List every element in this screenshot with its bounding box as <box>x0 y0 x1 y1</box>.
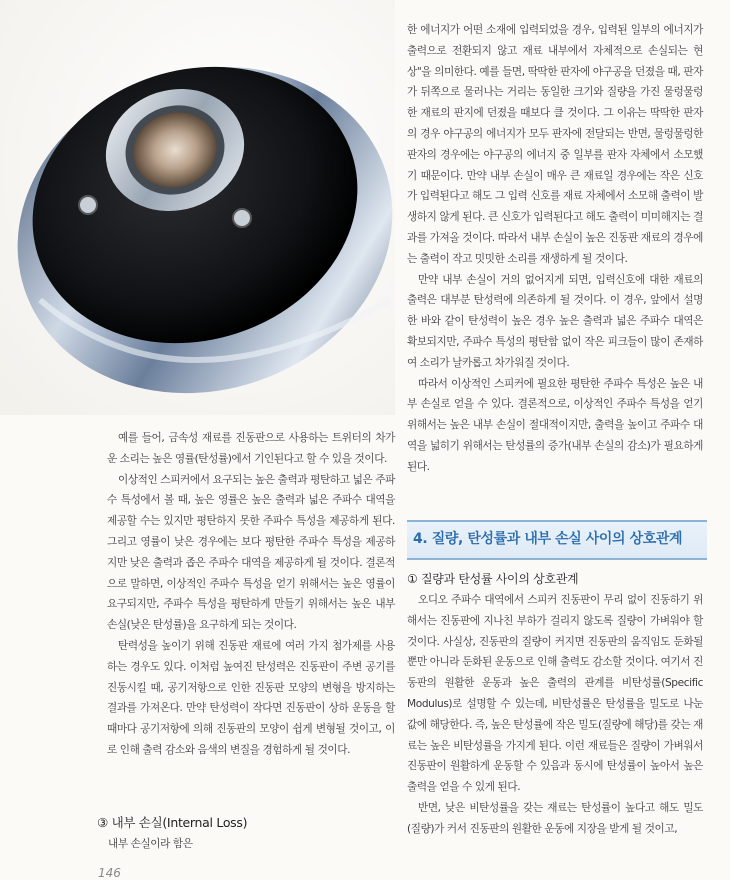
right-paragraph-1: 한 에너지가 어떤 소재에 입력되었을 경우, 입력된 일부의 에너지가 출력으로 전환되지 않고 재료 내부에서 자체적으로 손실되는 현상"을 의미한다. 예를 들면, 딱딱한 판자에 야구공을 던졌을 때, 판자가 뒤쪽으로 물러나는 거리는 동일한 크기와 질량을 가진 물렁물렁한 재료의 판지에 던졌을 때보다 클 것이다. 그 이유는 딱딱한 판자의 경우 야구공의 에너지가 모두 판자에 전달되는 반면, 물렁물렁한 판자의 경우에는 야구공의 에너지 중 일부를 판자 자체에서 소모했기 때문이다. 만약 내부 손실이 매우 큰 재료일 경우에는 작은 신호가 입력된다고 해도 그 입력 신호를 재료 자체에서 소모해 출력이 발생하지 않게 된다. 큰 신호가 입력된다고 해도 출력이 미미해지는 결과를 가져올 것이다. 따라서 내부 손실이 높은 진동판 재료의 경우에는 출력이 작고 밋밋한 소리를 재생하게 될 것이다. <box>407 24 703 265</box>
internal-loss-text: 내부 손실이라 함은 <box>108 838 193 850</box>
right-column-top <box>407 20 703 478</box>
section-heading-box <box>407 520 707 560</box>
section-heading: 4. 질량, 탄성률과 내부 손실 사이의 상호관계 <box>413 531 683 547</box>
internal-loss-section <box>97 812 395 855</box>
internal-loss-heading: ③ 내부 손실(Internal Loss) <box>97 815 248 830</box>
right-bottom-paragraph-2: 반면, 낮은 비탄성률을 갖는 재료는 탄성률이 높다고 해도 밀도(질량)가 커서 진동판의 원활한 운동에 지장을 받게 될 것이고, <box>407 801 703 835</box>
right-paragraph-3: 따라서 이상적인 스피커에 필요한 평탄한 주파수 특성은 높은 내부 손실로 얻을 수 있다. 결론적으로, 이상적인 주파수 특성을 얻기 위해서는 높은 내부 손실이 절대적이지만, 출력을 높이고 주파수 대역을 넓히기 위해서는 탄성률의 증가(내부 손실의 감소)가 필요하게 된다. <box>407 377 703 473</box>
left-column <box>107 428 395 761</box>
left-paragraph-3: 탄력성을 높이기 위해 진동판 재료에 여러 가지 첨가제를 사용하는 경우도 있다. 이처럼 높여진 탄성력은 진동판이 주변 공기를 진동시킬 때, 공기저항으로 인한 진동판 모양의 변형을 방지하는 결과를 가져온다. 만약 탄성력이 작다면 진동판이 상하 운동을 할 때마다 공기저항에 의해 진동판의 모양이 쉽게 변형될 것이고, 이로 인해 출력 감소와 음색의 변질을 경험하게 될 것이다. <box>107 639 395 756</box>
page-number: 146 <box>98 866 121 880</box>
right-column-bottom <box>407 568 703 840</box>
right-bottom-paragraph-1: 오디오 주파수 대역에서 스피커 진동판이 무리 없이 진동하기 위해서는 진동판에 지나친 부하가 걸리지 않도록 질량이 가벼워야 할 것이다. 사실상, 진동판의 질량이 커지면 진동판의 움직임도 둔화될 뿐만 아니라 둔화된 운동으로 인해 출력도 감소할 것이다. 여기서 진동판의 원활한 운동과 높은 출력의 관계를 비탄성률(Specific Modulus)로 설명할 수 있는데, 비탄성률은 탄성률을 밀도로 나눈 값에 해당한다. 즉, 높은 탄성률에 작은 밀도(질량에 해당)를 갖는 재료는 높은 비탄성률을 가지게 된다. 이런 재료들은 질량이 가벼워서 진동판이 원활하게 운동할 수 있음과 동시에 탄성률이 높아서 높은 출력을 얻을 수 있게 된다. <box>407 594 703 794</box>
mass-elasticity-subheading: ① 질량과 탄성률 사이의 상호관계 <box>407 572 579 586</box>
left-paragraph-1: 예를 들어, 금속성 재료를 진동판으로 사용하는 트위터의 차가운 소리는 높은 영률(탄성률)에서 기인된다고 할 수 있을 것이다. <box>107 432 395 465</box>
tweeter-dome-photo <box>0 0 395 415</box>
left-paragraph-2: 이상적인 스피커에서 요구되는 높은 출력과 평탄하고 넓은 주파수 특성에서 볼 때, 높은 영률은 높은 출력과 넓은 주파수 대역을 제공할 수는 있지만 평탄하지 못한 주파수 특성을 제공하게 된다. 그리고 영률이 낮은 경우에는 보다 평탄한 주파수 특성을 제공하지만 낮은 출력과 좁은 주파수 대역을 제공하게 될 것이다. 결론적으로 말하면, 이상적인 주파수 특성을 얻기 위해서는 높은 영률이 요구되지만, 주파수 특성을 평탄하게 만들기 위해서는 높은 내부 손실(낮은 탄성률)을 요구하게 되는 것이다. <box>107 473 395 632</box>
right-paragraph-2: 만약 내부 손실이 거의 없어지게 되면, 입력신호에 대한 재료의 출력은 대부분 탄성력에 의존하게 될 것이다. 이 경우, 앞에서 설명한 바와 같이 탄성력이 높은 경우 높은 출력과 넓은 주파수 대역은 확보되지만, 주파수 특성의 평탄함 없이 작은 피크들이 많이 존재하여 소리가 날카롭고 차가워질 것이다. <box>407 273 703 369</box>
